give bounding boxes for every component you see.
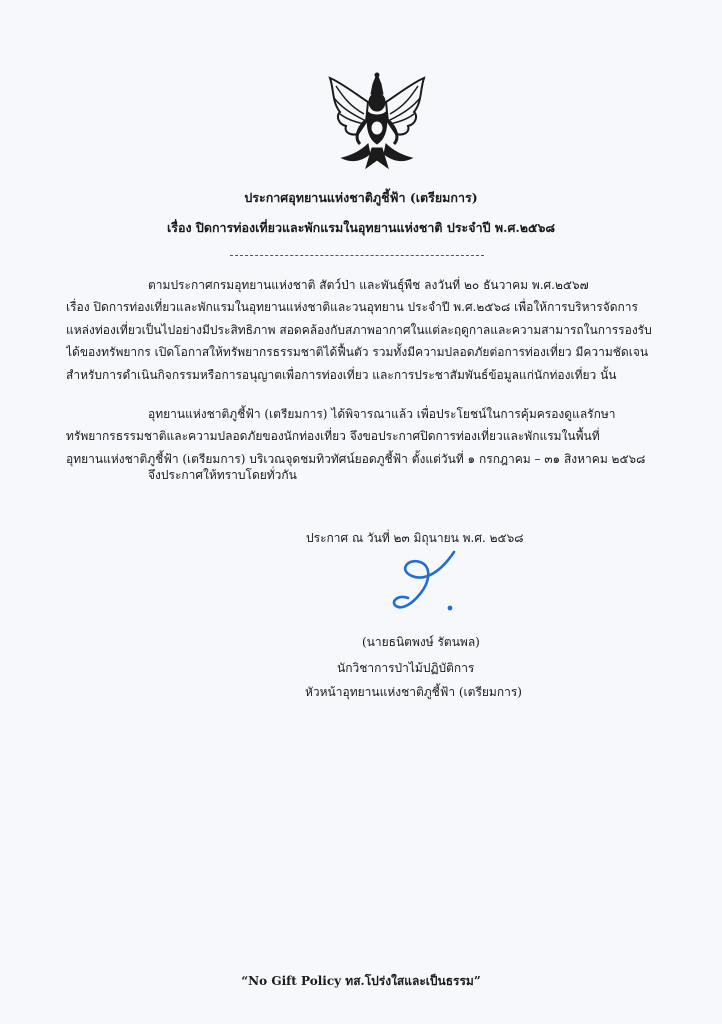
handwritten-signature	[386, 548, 466, 623]
paragraph-line: อุทยานแห่งชาติภูชี้ฟ้า (เตรียมการ) บริเวณจุดชมทิวทัศน์ยอดภูชี้ฟ้า ตั้งแต่วันที่ ๑ กรกฎาคม – ๓๑ สิงหาคม ๒๕๖๘	[66, 451, 646, 466]
paragraph-line: เรื่อง ปิดการท่องเที่ยวและพักแรมในอุทยานแห่งชาติและวนอุทยาน ประจำปี พ.ศ.๒๕๖๘ เพื่อให้การบริหารจัดการ	[66, 300, 638, 315]
announcement-subject: เรื่อง ปิดการท่องเที่ยวและพักแรมในอุทยานแห่งชาติ ประจำปี พ.ศ.๒๕๖๘	[166, 220, 556, 235]
paragraph-line: จึงประกาศให้ทราบโดยทั่วกัน	[148, 468, 297, 482]
paragraph-2	[66, 403, 658, 470]
signer-position: นักวิชาการป่าไม้ปฏิบัติการ	[337, 661, 475, 675]
signer-title: หัวหน้าอุทยานแห่งชาติภูชี้ฟ้า (เตรียมการ)	[305, 685, 522, 699]
paragraph-line: อุทยานแห่งชาติภูชี้ฟ้า (เตรียมการ) ได้พิจารณาแล้ว เพื่อประโยชน์ในการคุ้มครองดูแลรักษา	[148, 407, 616, 421]
announcement-title: ประกาศอุทยานแห่งชาติภูชี้ฟ้า (เตรียมการ)	[244, 190, 478, 205]
paragraph-1	[66, 274, 658, 386]
divider	[230, 255, 484, 256]
paragraph-line: แหล่งท่องเที่ยวเป็นไปอย่างมีประสิทธิภาพ สอดคล้องกับสภาพอากาศในแต่ละฤดูกาลและความสามารถในการรองรับ	[66, 322, 652, 337]
paragraph-line: ทรัพยากรธรรมชาติและความปลอดภัยของนักท่องเที่ยว จึงขอประกาศปิดการท่องเที่ยวและพักแรมในพื้นที่	[66, 429, 600, 444]
paragraph-line: ตามประกาศกรมอุทยานแห่งชาติ สัตว์ป่า และพันธุ์พืช ลงวันที่ ๒๐ ธันวาคม พ.ศ.๒๕๖๗	[148, 278, 589, 292]
signer-name: (นายธนิตพงษ์ รัตนพล)	[362, 635, 480, 649]
paragraph-3	[66, 464, 658, 486]
footer-policy: “No Gift Policy ทส.โปร่งใสและเป็นธรรม”	[241, 974, 481, 988]
paragraph-line: ได้ของทรัพยากร เปิดโอกาสให้ทรัพยากรธรรมชาติได้ฟื้นตัว รวมทั้งมีความปลอดภัยต่อการท่องเที่ยว มีความชัดเจน	[66, 345, 649, 360]
garuda-emblem-icon	[326, 72, 428, 172]
paragraph-line: สำหรับการดำเนินกิจกรรมหรือการอนุญาตเพื่อการท่องเที่ยว และการประชาสัมพันธ์ข้อมูลแก่นักท่องเที่ยว นั้น	[66, 367, 617, 382]
announcement-date: ประกาศ ณ วันที่ ๒๓ มิถุนายน พ.ศ. ๒๕๖๘	[306, 531, 524, 545]
